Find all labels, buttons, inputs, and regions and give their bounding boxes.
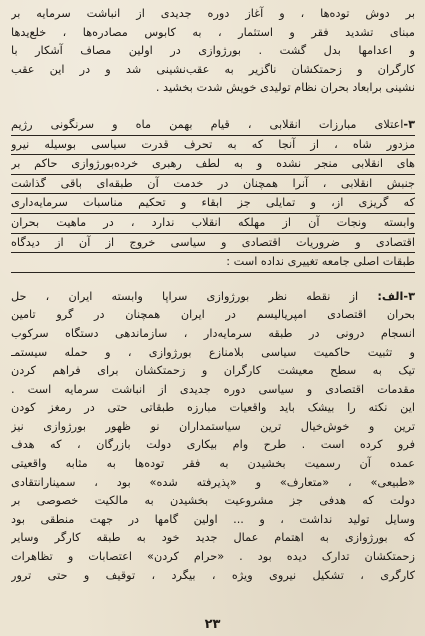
paragraph-number: ۳-الف:	[377, 289, 415, 303]
paragraph-3	[11, 288, 415, 586]
text-line: فرو کرده است . طرح وام بیکاری دولت بازرگان ، که هدف	[11, 438, 415, 452]
text-line: اقتصادی و ضروریات اقتصادی و سیاسی خروج از آن از دیدگاه	[11, 234, 415, 254]
text-line: وابسته ونجات آن از مهلکه انقلاب ندارد ، در ماهیت بحران	[11, 214, 415, 234]
text-line: ترین و خوش‌خیال ترین سیاستمداران نو ظهور بورژوازی نیز	[11, 419, 415, 433]
text-line: مقدمات اقتصادی و سیاسی دوره جدیدی از انباشت سرمایه است .	[11, 382, 415, 396]
text-line: بر دوش توده‌ها ، و آغاز دوره جدیدی از انباشت سرمایه بر	[11, 7, 415, 20]
text-line: نشینی برابعاد بحران نظام تولیدی خویش شدت بخشید .	[155, 81, 415, 95]
text-line: که گریزی از، و تمایلی جز ابقاء و تحکیم مناسبات سرمایه‌داری	[11, 194, 415, 214]
text-line: و اعدامها بدل گشت . بورژوازی در اولین مصاف آشکار با	[11, 44, 415, 58]
text-line: مبنای تشدید فقر و استثمار ، به کابوس مصادره‌ها ، خلع‌یدها	[11, 25, 415, 39]
text-line: عمده آن رسمیت بخشیدن به فقر توده‌ها به مثابه واقعیتی	[11, 457, 415, 471]
text-line: و تثبیت حاکمیت سیاسی بلامنازع بورژوازی ، و حمله سیستمـ	[11, 345, 415, 359]
text-line: انسجام درونی در طبقه سرمایه‌دار ، سازماندهی دستگاه سرکوب	[11, 326, 415, 340]
text-line: اعتلای مبارزات انقلابی ، قیام بهمن ماه و سرنگونی رژیم	[11, 117, 404, 131]
page-number: ۲۳	[204, 617, 221, 632]
text-line: جنبش انقلابی ، آنرا همچنان در خدمت آن طبقه‌ای باقی گذاشت	[11, 175, 415, 195]
paragraph-2-underlined	[11, 116, 415, 273]
text-line: که بورژوازی به اهتمام عمال جدید خود به طبقه کارگر وسایر	[11, 531, 415, 545]
text-line: مزدور شاه ، از آنجا که به تحرف قدرت سیاسی بوسیله نیرو	[11, 136, 415, 156]
text-line-numbered	[11, 116, 415, 136]
text-line: از نقطه نظر بورژوازی سراپا وابسته ایران ، حل	[11, 289, 359, 303]
text-line: بحران اقتصادی امپریالیسم در ایران همچنان در گرو تامین	[11, 308, 415, 322]
text-line: وسایل تولید نداشت ، و ... اولین گامها در جهت منطقی بود	[11, 512, 415, 526]
text-line: کارگری ، تشکیل نیروی ویژه ، بیگرد ، توقیف و حتی ترور	[11, 568, 415, 582]
paragraph-number: ۳-	[403, 117, 415, 131]
text-line: های انقلابی منجر نشده و به لطف رهبری خرده‌بورژوازی حاکم بر	[11, 155, 415, 175]
text-line: تیک به سطح معیشت کارگران و زحمتکشان برای فراهم کردن	[11, 364, 415, 378]
text-line: «طبیعی» ، «متعارف» و «پذیرفته شده» بود ، سمینارانتقادی	[11, 475, 415, 489]
text-line: زحمتکشان تدارک دیده بود . «حرام کردن» اعتصابات و تظاهرات	[11, 550, 415, 564]
text-line: دولت که هدفی جز مشروعیت بخشیدن به مالکیت خصوصی بر	[11, 494, 415, 508]
text-line: طبقات اصلی جامعه تغییری نداده است :	[11, 253, 415, 273]
paragraph-1	[11, 5, 415, 98]
text-line-numbered	[11, 288, 415, 307]
text-line: این نکته را بیشک باید واقعیات مبارزه طبقاتی حتی در رمغز کودن	[11, 401, 415, 415]
text-line: کارگران و زحمتکشان ناگزیر به عقب‌نشینی شد و در این عقب	[11, 62, 415, 76]
